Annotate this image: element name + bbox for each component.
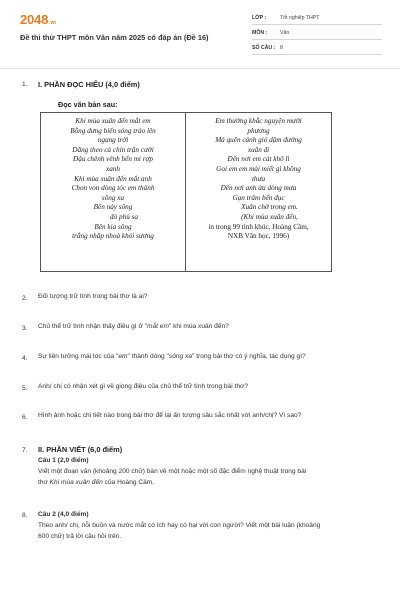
section-title: II. PHẦN VIẾT (6,0 điểm) xyxy=(38,445,123,454)
text-part: " thành dòng " xyxy=(127,353,169,360)
poem-line: phương xyxy=(247,126,270,135)
poem-line: Bên này sông xyxy=(93,203,133,212)
reading-subheading: Đọc văn bản sau: xyxy=(58,100,118,109)
question-number: 7. xyxy=(22,447,28,454)
logo-text: 2048 xyxy=(20,12,49,27)
poem-line: Khi mùa xuân đến mắt anh xyxy=(74,174,152,183)
section-title: I. PHẦN ĐỌC HIỂU (4,0 điểm) xyxy=(38,80,140,89)
poem-line: Đậu chênh vênh bến mi rợp xyxy=(73,155,153,164)
text-part: Sự liên tưởng mái tóc của " xyxy=(38,353,119,360)
exam-meta xyxy=(252,12,382,57)
poem-line: Gọi em em mải miết gì không xyxy=(216,164,301,173)
question-text: Anh/ chị có nhận xét gì về giọng điệu của chủ thể trữ tình trong bài thơ? xyxy=(38,383,248,390)
task-heading: Câu 1 (2,0 điểm) xyxy=(38,457,89,464)
question-number: 8. xyxy=(22,512,28,519)
poem-line: trắng nhập nhoà khói sương xyxy=(72,232,154,241)
poem-line: Gạn trăm bến đục xyxy=(232,193,285,202)
poem-line: thưa xyxy=(251,174,266,183)
meta-row-grade xyxy=(252,12,382,25)
poem-column-right xyxy=(186,113,331,271)
poem-line: Bỗng dưng biển sóng trào lên xyxy=(70,126,156,135)
text-part: " khi mùa xuân đến? xyxy=(168,323,229,330)
meta-label: LỚP : xyxy=(252,15,267,21)
italic-quote: em xyxy=(118,353,128,360)
text-part: Chủ thể trữ tình nhận thấy điều gì ở " xyxy=(38,323,147,330)
text-part: của Hoàng Cầm. xyxy=(102,479,155,486)
question-text xyxy=(38,352,306,362)
question-text: 600 chữ) trả lời câu hỏi trên. xyxy=(38,533,122,540)
poem-line: Xuân chờ trong em. xyxy=(241,203,298,212)
poem-line: Đến nơi anh ửa dòng mưa xyxy=(220,184,297,193)
poem-line: ngang trời xyxy=(97,136,129,145)
exam-title: Đề thi thử THPT môn Văn năm 2025 có đáp án (Đề 16) xyxy=(20,33,209,42)
poem-line: xanh xyxy=(106,164,120,173)
meta-label: SỐ CÂU : xyxy=(252,45,276,51)
meta-value: Văn xyxy=(280,30,290,36)
poem-source: in trong 99 tình khúc, Hoàng Cầm, xyxy=(208,222,309,231)
italic-title: Khi mùa xuân đến xyxy=(49,479,103,486)
poem-line: xuân đi xyxy=(247,145,270,154)
poem-line: đỏ phù sa xyxy=(110,212,138,221)
logo-suffix: .vn xyxy=(49,20,56,26)
poem-line: Mà quên cánh gió dặm đường xyxy=(215,136,302,145)
italic-quote: mắt em xyxy=(146,323,169,330)
text-part: thơ xyxy=(38,479,50,486)
poem-table xyxy=(40,112,332,272)
question-number: 3. xyxy=(22,325,28,332)
meta-label: MÔN : xyxy=(252,30,268,36)
italic-quote: sông xa xyxy=(168,353,193,360)
poem-line: Dăng theo cả chín trận cười xyxy=(72,145,154,154)
question-number: 6. xyxy=(22,414,28,421)
site-logo[interactable] xyxy=(20,12,56,27)
poem-column-left xyxy=(41,113,186,271)
question-number: 1. xyxy=(22,81,28,88)
poem-line: Bên kia sông xyxy=(94,222,132,231)
poem-line: sông xa xyxy=(101,193,125,202)
poem-line: Em thường khắc nguyện mười xyxy=(215,117,302,125)
question-number: 4. xyxy=(22,355,28,362)
text-part: " trong bài thơ có ý nghĩa, tác dụng gì? xyxy=(192,353,306,360)
question-number: 2. xyxy=(22,295,28,302)
poem-line: Chon von dòng tóc em thành xyxy=(71,184,155,193)
meta-row-subject xyxy=(252,27,382,40)
question-text: Đối tượng trữ tình trong bài thơ là ai? xyxy=(38,293,148,300)
question-number: 5. xyxy=(22,385,28,392)
question-text: Viết một đoạn văn (khoảng 200 chữ) bàn về một hoặc một số đặc điểm nghệ thuật trong bài xyxy=(38,468,307,475)
poem-line: Khi mùa xuân đến mắt em xyxy=(75,117,151,125)
meta-row-count xyxy=(252,42,382,55)
meta-value: 8 xyxy=(280,45,283,51)
task-heading: Câu 2 (4,0 điểm) xyxy=(38,511,89,518)
question-text xyxy=(38,478,154,488)
poem-line: (Khi mùa xuân đến, xyxy=(241,212,298,221)
poem-publisher: NXB Văn học, 1996) xyxy=(227,232,290,241)
question-text: Hình ảnh hoặc chi tiết nào trong bài thơ để lại ấn tượng sâu sắc nhất với anh/chị? Vì sao? xyxy=(38,412,302,419)
poem-line: Đến nơi em cát khô lì xyxy=(227,155,290,164)
meta-value: Tốt nghiệp THPT xyxy=(280,15,320,21)
question-text: Theo anh/ chị, nỗi buồn và nước mắt có ích hay có hại với con người? Viết một bài luận (khoảng xyxy=(38,522,321,529)
question-text xyxy=(38,322,229,332)
header-divider xyxy=(0,68,400,69)
